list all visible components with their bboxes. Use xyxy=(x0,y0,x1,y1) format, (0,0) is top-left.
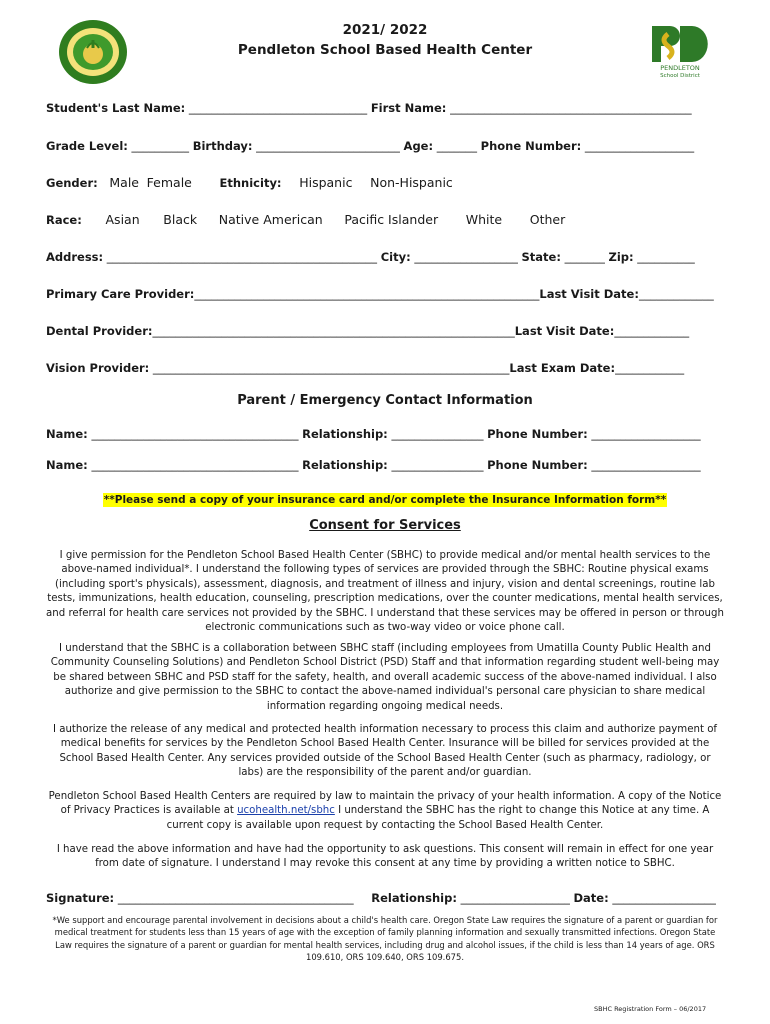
address-label: Address: xyxy=(46,250,104,264)
birthday-field[interactable]: _________________________ xyxy=(256,139,400,153)
svg-text:PENDLETON: PENDLETON xyxy=(660,64,700,72)
consent-paragraph-3: I authorize the release of any medical and protected health information necessary to process this claim and authorize payment of medical benefits for services by the Pendleton School Based Health Center. Insurance will be billed for services provided at the School Based Health Center. Any services provided outside of the School Based Health Center (such as pharmacy, radiology, or labs) are the responsibility of the parent and/or guardian. xyxy=(52,724,718,779)
vision-last-exam-field[interactable]: ____________ xyxy=(615,361,685,375)
city-field[interactable]: __________________ xyxy=(414,250,518,264)
age-label: Age: xyxy=(403,139,434,153)
signature-field[interactable]: _________________________________________ xyxy=(117,891,354,905)
pcp-last-visit-field[interactable]: _____________ xyxy=(638,287,714,301)
age-field[interactable]: _______ xyxy=(436,139,477,153)
gender-ethnicity-row xyxy=(46,175,453,190)
dental-last-visit-label: Last Visit Date: xyxy=(514,324,615,338)
contact-section-title: Parent / Emergency Contact Information xyxy=(237,393,533,408)
grade-label: Grade Level: xyxy=(46,139,128,153)
consent-paragraph-1: I give permission for the Pendleton School Based Health Center (SBHC) to provide medical and/or mental health services to the above-named individual*. I understand the following types of services are provided through the SBHC: Routine physical exams (including sport's physicals), assessment, diagnosis, and treatment of illness and injury, vision and dental screenings, routine lab tests, immunizations, health education, counseling, prescription medications, over the counter medications, mental health services, and referral for health care services not provided by the SBHC. I understand that these services may be offered in person or through electronic communications such as two-way video or voice phone call. xyxy=(46,550,724,634)
contact-name-field[interactable]: ____________________________________ xyxy=(91,458,299,472)
contact-row-2 xyxy=(46,458,701,472)
race-option-white[interactable]: White xyxy=(465,212,503,227)
consent-paragraph-5: I have read the above information and have had the opportunity to ask questions. This consent will remain in effect for one year from date of signature. I understand I may revoke this consent at any time by providing a written notice to SBHC. xyxy=(56,844,714,870)
vision-field[interactable]: ______________________________________________________________ xyxy=(152,361,510,375)
race-option-other[interactable]: Other xyxy=(529,212,566,227)
privacy-text-before: Pendleton School Based Health Centers are required by law to maintain the privacy of your health information. A copy of the Notice of Privacy Practices is available at xyxy=(48,791,722,817)
contact-relationship-label: Relationship: xyxy=(302,427,388,441)
contact-name-label: Name: xyxy=(46,427,88,441)
city-label: City: xyxy=(380,250,411,264)
contact-name-label: Name: xyxy=(46,458,88,472)
dental-row xyxy=(46,324,689,338)
contact-relationship-label: Relationship: xyxy=(302,458,388,472)
privacy-text-after: I understand the SBHC has the right to change this Notice at any time. A current copy is available upon request by contacting the School Based Health Center. xyxy=(166,805,710,831)
primary-care-field[interactable]: ____________________________________________________________ xyxy=(194,287,540,301)
contact-phone-field[interactable]: ___________________ xyxy=(591,427,701,441)
dental-label: Dental Provider: xyxy=(46,324,153,338)
signature-label: Signature: xyxy=(46,891,115,905)
dental-field[interactable]: _______________________________________________________________ xyxy=(152,324,515,338)
grade-field[interactable]: __________ xyxy=(131,139,190,153)
address-field[interactable]: _______________________________________________ xyxy=(106,250,378,264)
insurance-note xyxy=(0,488,770,507)
student-phone-label: Phone Number: xyxy=(480,139,582,153)
svg-text:School District: School District xyxy=(660,73,700,78)
consent-paragraph-4 xyxy=(46,790,724,833)
signature-date-field[interactable]: __________________ xyxy=(612,891,716,905)
gender-label: Gender: xyxy=(46,176,98,190)
contact-relationship-field[interactable]: ________________ xyxy=(391,427,484,441)
vision-last-exam-label: Last Exam Date: xyxy=(509,361,616,375)
form-number: SBHC Registration Form – 06/2017 xyxy=(594,1005,707,1013)
race-label: Race: xyxy=(46,213,82,227)
gender-option-male[interactable]: Male xyxy=(109,175,139,190)
race-option-black[interactable]: Black xyxy=(163,212,198,227)
signer-relationship-label: Relationship: xyxy=(371,891,457,905)
race-option-asian[interactable]: Asian xyxy=(105,212,140,227)
consent-section-title: Consent for Services xyxy=(309,518,461,533)
signature-date-label: Date: xyxy=(573,891,609,905)
grade-row xyxy=(46,139,694,153)
gender-option-female[interactable]: Female xyxy=(146,175,192,190)
race-option-native-american[interactable]: Native American xyxy=(218,212,323,227)
contact-relationship-field[interactable]: ________________ xyxy=(391,458,484,472)
race-row xyxy=(46,212,565,227)
form-title: Pendleton School Based Health Center xyxy=(237,42,533,58)
state-field[interactable]: _______ xyxy=(564,250,605,264)
ethnicity-label: Ethnicity: xyxy=(219,176,282,190)
student-name-row xyxy=(46,101,692,115)
signature-row xyxy=(46,891,716,905)
contact-phone-field[interactable]: ___________________ xyxy=(591,458,701,472)
ethnicity-option-non-hispanic[interactable]: Non-Hispanic xyxy=(370,175,453,190)
ethnicity-option-hispanic[interactable]: Hispanic xyxy=(299,175,353,190)
dental-last-visit-field[interactable]: _____________ xyxy=(614,324,690,338)
signer-relationship-field[interactable]: ___________________ xyxy=(460,891,570,905)
primary-care-label: Primary Care Provider: xyxy=(46,287,195,301)
contact-phone-label: Phone Number: xyxy=(487,458,588,472)
last-name-field[interactable]: _______________________________ xyxy=(188,101,368,115)
zip-field[interactable]: __________ xyxy=(637,250,695,264)
birthday-label: Birthday: xyxy=(192,139,253,153)
first-name-field[interactable]: __________________________________________ xyxy=(450,101,692,115)
student-phone-field[interactable]: ___________________ xyxy=(584,139,695,153)
first-name-label: First Name: xyxy=(370,101,447,115)
consent-paragraph-2: I understand that the SBHC is a collaboration between SBHC staff (including employees from Umatilla County Public Health and Community Counseling Solutions) and Pendleton School District (PSD) Staff and that information regarding student well-being may be shared between SBHC and PSD staff for the safety, health, and overall academic success of the above-named individual. I also authorize and give permission to the SBHC to contact the above-named individual's personal care physician to share medical information regarding ongoing medical needs. xyxy=(50,643,720,712)
privacy-notice-link[interactable]: ucohealth.net/sbhc xyxy=(237,805,335,817)
form-year: 2021/ 2022 xyxy=(342,22,428,38)
legal-footnote: *We support and encourage parental involvement in decisions about a child's health care. Oregon State Law requires the signature of a parent or guardian for medical treatment for students less than 15 years of age with the exception of family planning information and sexually transmitted infections. Oregon State Law requires the signature of a parent or guardian for mental health services, including drug and alcohol issues, if the child is less than 14 years of age. ORS 109.610, ORS 109.640, ORS 109.675. xyxy=(52,915,718,963)
vision-row xyxy=(46,361,684,375)
address-row xyxy=(46,250,695,264)
race-option-pacific-islander[interactable]: Pacific Islander xyxy=(344,212,439,227)
last-name-label: Student's Last Name: xyxy=(46,101,186,115)
vision-label: Vision Provider: xyxy=(46,361,150,375)
contact-row-1 xyxy=(46,427,701,441)
contact-name-field[interactable]: ____________________________________ xyxy=(91,427,299,441)
state-label: State: xyxy=(521,250,561,264)
insurance-note-text: **Please send a copy of your insurance card and/or complete the Insurance Information form** xyxy=(103,494,667,506)
primary-care-row xyxy=(46,287,714,301)
zip-label: Zip: xyxy=(608,250,634,264)
pcp-last-visit-label: Last Visit Date: xyxy=(539,287,639,301)
contact-phone-label: Phone Number: xyxy=(487,427,588,441)
